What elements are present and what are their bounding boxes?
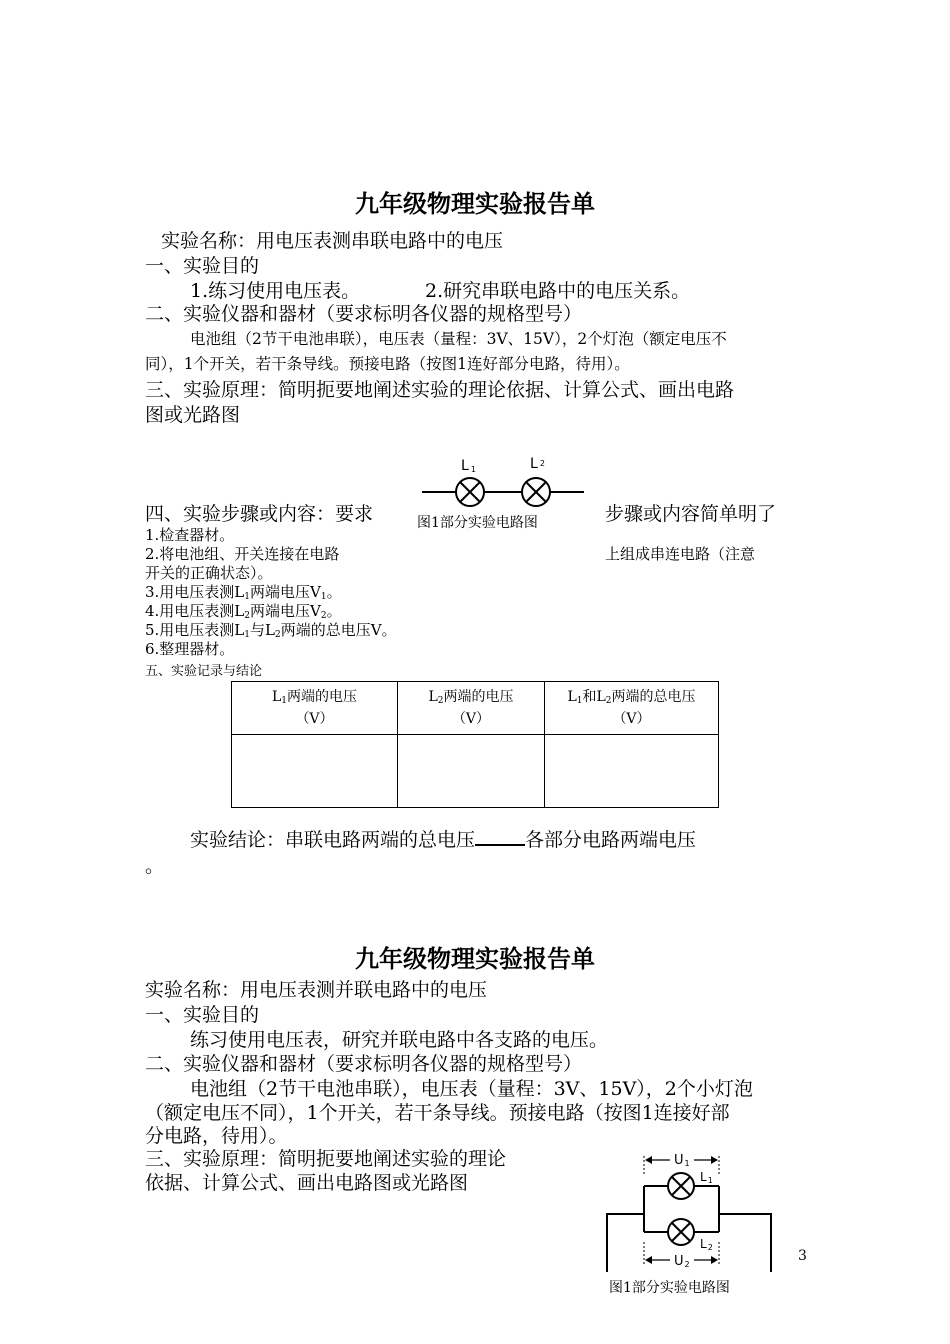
report2-title: 九年级物理实验报告单	[355, 945, 595, 973]
report1-section5-heading: 五、实验记录与结论	[145, 664, 263, 679]
report1-objective-1: 1.练习使用电压表。	[190, 280, 361, 302]
table-row	[232, 735, 719, 808]
report1-conclusion-end: 。	[145, 855, 165, 877]
report2-equipment-line2: （额定电压不同），1个开关，若干条导线。预接电路（按图1连接好部	[145, 1102, 730, 1124]
u2-label: U2	[674, 1254, 690, 1269]
report1-step2-right: 上组成串连电路（注意	[605, 545, 756, 563]
report1-step1: 1.检查器材。	[145, 526, 235, 544]
report2-equipment-line3: 分电路，待用）。	[145, 1125, 288, 1147]
report1-section2-heading: 二、实验仪器和器材（要求标明各仪器的规格型号）	[145, 303, 583, 325]
table-header-total: $L_1$和$L_2$两端的总电压 （V）	[545, 682, 719, 735]
report1-step6: 6.整理器材。	[145, 640, 235, 658]
report1-figure-caption: 图1部分实验电路图	[417, 515, 538, 531]
report2-section1-heading: 一、实验目的	[145, 1004, 260, 1026]
report2-experiment-name: 实验名称：用电压表测并联电路中的电压	[145, 979, 488, 1001]
record-table	[231, 681, 719, 808]
wire-outer-left	[607, 1214, 644, 1272]
lamp-l1-icon	[668, 1173, 694, 1199]
table-cell-l2-value[interactable]	[398, 735, 545, 808]
lamp-l1-icon	[456, 478, 484, 506]
conclusion-blank[interactable]	[475, 826, 525, 846]
report1-step4: 4.用电压表测$L_2$两端电压$V_2$。	[145, 602, 342, 621]
report1-objective-2: 2.研究串联电路中的电压关系。	[425, 280, 691, 302]
report1-conclusion: 实验结论：串联电路两端的总电压 各部分电路两端电压	[190, 825, 696, 852]
report1-equipment-line1: 电池组（2节干电池串联），电压表（量程：3V、15V），2个灯泡（额定电压不	[190, 330, 727, 348]
report2-objective: 练习使用电压表，研究并联电路中各支路的电压。	[190, 1029, 609, 1051]
page-number: 3	[798, 1248, 807, 1264]
report1-step5: 5.用电压表测$L_1$与$L_2$两端的总电压V。	[145, 621, 397, 640]
report2-section3-line1: 三、实验原理：简明扼要地阐述实验的理论	[145, 1148, 507, 1170]
lamp-l2-label: L2	[700, 1237, 713, 1252]
report1-step2-cont: 开关的正确状态）。	[145, 564, 273, 582]
wire-outer-right	[719, 1214, 771, 1272]
parallel-circuit-figure	[600, 1148, 780, 1284]
table-cell-total-value[interactable]	[545, 735, 719, 808]
lamp-l1-label: L 1	[461, 458, 476, 474]
lamp-l2-label: L 2	[530, 456, 545, 472]
report2-equipment-line1: 电池组（2节干电池串联），电压表（量程：3V、15V），2个小灯泡	[190, 1078, 753, 1100]
lamp-l2-icon	[522, 478, 550, 506]
report1-step2-left: 2.将电池组、开关连接在电路	[145, 545, 340, 563]
report1-section1-heading: 一、实验目的	[145, 255, 260, 277]
table-header-l2: $L_2$两端的电压 （V）	[398, 682, 545, 735]
report1-step3: 3.用电压表测$L_1$两端电压$V_1$。	[145, 583, 342, 602]
u1-label: U1	[674, 1153, 690, 1168]
report2-section2-heading: 二、实验仪器和器材（要求标明各仪器的规格型号）	[145, 1053, 583, 1075]
report1-equipment-line2: 同），1个开关，若干条导线。预接电路（按图1连好部分电路，待用）。	[145, 355, 630, 373]
report2-section3-line2: 依据、计算公式、画出电路图或光路图	[145, 1172, 469, 1194]
report1-section3-line1: 三、实验原理：简明扼要地阐述实验的理论依据、计算公式、画出电路	[145, 379, 735, 401]
series-circuit-figure	[418, 450, 588, 510]
table-header-row	[232, 682, 719, 735]
report1-title: 九年级物理实验报告单	[355, 190, 595, 218]
report1-section4-right: 步骤或内容简单明了	[605, 503, 777, 525]
table-cell-l1-value[interactable]	[232, 735, 398, 808]
lamp-l1-label: L1	[700, 1170, 713, 1185]
lamp-l2-icon	[668, 1219, 694, 1245]
report2-figure-caption: 图1部分实验电路图	[609, 1280, 730, 1296]
report1-section4-left: 四、实验步骤或内容：要求	[145, 503, 374, 525]
table-header-l1: $L_1$两端的电压 （V）	[232, 682, 398, 735]
report1-experiment-name: 实验名称：用电压表测串联电路中的电压	[161, 230, 504, 252]
report1-section3-line2: 图或光路图	[145, 404, 241, 426]
